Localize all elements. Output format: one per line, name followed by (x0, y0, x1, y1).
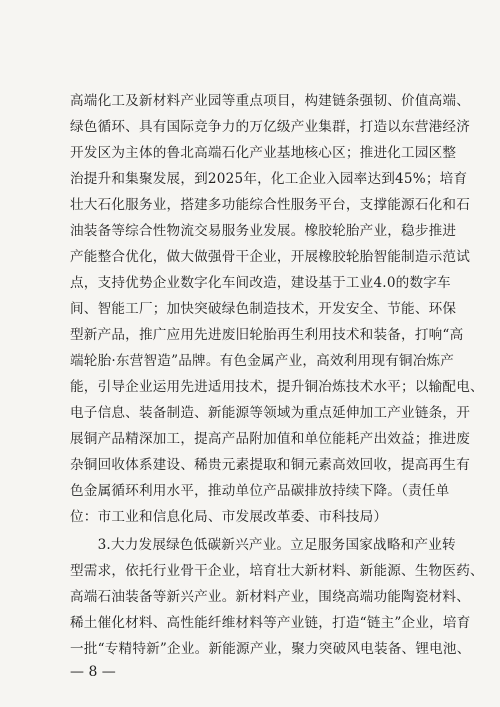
body-text-line: 端轮胎·东营智造”品牌。有色金属产业，高效利用现有铜冶炼产 (70, 353, 455, 369)
body-text-line: 展铜产品精深加工，提高产品附加值和单位能耗产出效益；推进废 (70, 431, 471, 447)
body-text-line: 色金属循环利用水平，推动单位产品碳排放持续下降。（责任单 (70, 483, 450, 499)
body-text-line: 间、智能工厂；加快突破绿色制造技术，开发安全、节能、环保 (70, 301, 457, 317)
body-text-line: 产能整合优化，做大做强骨干企业，开展橡胶轮胎智能制造示范试 (70, 249, 471, 265)
body-text-line: 油装备等综合性物流交易服务业发展。橡胶轮胎产业，稳步推进 (70, 223, 457, 239)
body-text-line: 型新产品，推广应用先进废旧轮胎再生利用技术和装备，打响“高 (70, 327, 464, 343)
body-text-line: 能，引导企业运用先进适用技术，提升铜冶炼技术水平；以输配电、 (70, 379, 484, 395)
body-text-line: 高端石油装备等新兴产业。新材料产业，围绕高端功能陶瓷材料、 (70, 589, 471, 605)
body-text-line: 型需求，依托行业骨干企业，培育壮大新材料、新能源、生物医药、 (70, 563, 484, 579)
body-text-line: 点，支持优势企业数字化车间改造，建设基于工业4.0的数字车 (70, 275, 451, 291)
responsibility-line: 位：市工业和信息化局、市发展改革委、市科技局） (70, 509, 388, 525)
body-text-line: 稀土催化材料、高性能纤维材料等产业链，打造“链主”企业，培育 (70, 615, 471, 631)
body-text-line: 绿色循环、具有国际竞争力的万亿级产业集群，打造以东营港经济 (70, 119, 471, 135)
body-text-line: 开发区为主体的鲁北高端石化产业基地核心区；推进化工园区整 (70, 145, 457, 161)
body-text-line: 杂铜回收体系建设、稀贵元素提取和铜元素高效回收，提高再生有 (70, 457, 471, 473)
body-text-line: 电子信息、装备制造、新能源等领域为重点延伸加工产业链条，开 (70, 405, 471, 421)
section-heading-line: 3.大力发展绿色低碳新兴产业。立足服务国家战略和产业转 (70, 537, 456, 553)
body-text-line: 壮大石化服务业，搭建多功能综合性服务平台，支撑能源石化和石 (70, 197, 471, 213)
page-number: — 8 — (70, 664, 116, 680)
body-text-line: 治提升和集聚发展，到2025年，化工企业入园率达到45%；培育 (70, 171, 468, 187)
body-text-line: 高端化工及新材料产业园等重点项目，构建链条强韧、价值高端、 (70, 93, 471, 109)
body-text-line: 一批“专精特新”企业。新能源产业，聚力突破风电装备、锂电池、 (70, 641, 471, 657)
